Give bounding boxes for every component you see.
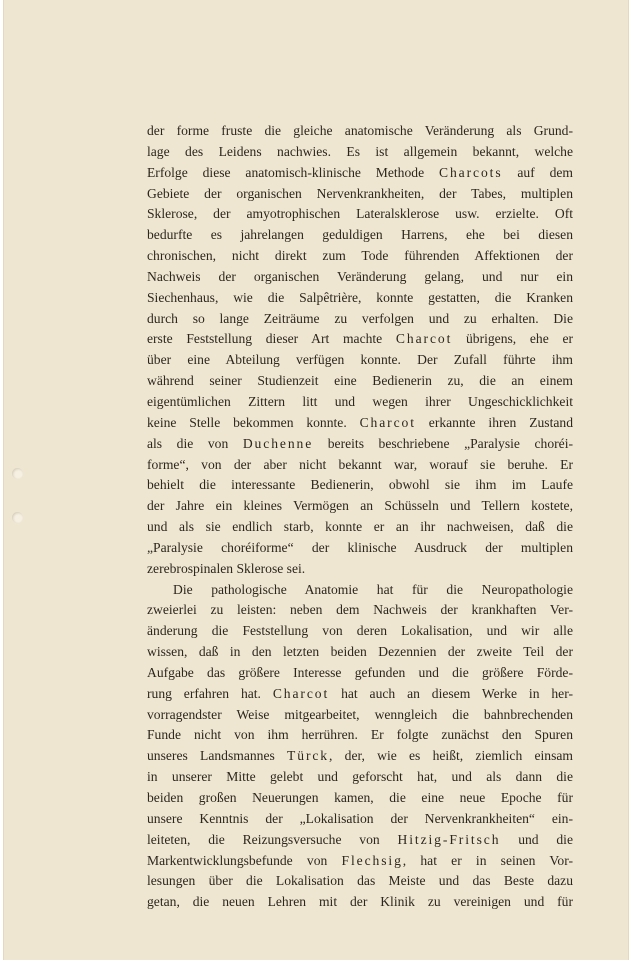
text-line: behielt die interessante Bedienerin, obwohl sie ihm im Laufe [147,477,573,493]
text-line: zerebrospinalen Sklerose sei. [147,560,306,576]
text-line: Funde nicht von ihm herrühren. Er folgte zunächst den Spuren [147,727,573,743]
spaced-name: Charcot [395,331,453,347]
page-punch-hole [12,512,23,523]
text-line: leiteten, die Reizungsversuche von Hitzig-Fritsch und die [147,831,573,847]
text-line: änderung die Feststellung von deren Lokalisation, und wir alle [147,623,573,639]
text-line: Die pathologische Anatomie hat für die Neuropathologie [173,581,573,597]
text-line: durch so lange Zeiträume zu verfolgen und zu erhalten. Die [147,310,573,326]
text-line: lage des Leidens nachwies. Es ist allgemein bekannt, welche [147,143,573,159]
text-line: Siechenhaus, wie die Salpêtrière, konnte gestatten, die Kranken [147,289,573,305]
spaced-name: Charcot [272,685,330,701]
text-line: chronischen, nicht direkt zum Tode führenden Affektionen der [147,248,573,264]
text-line: Aufgabe das größere Interesse gefunden und die größere Förde- [147,664,573,680]
text-line: Markentwicklungsbefunde von Flechsig, hat er in seinen Vor- [147,852,573,868]
text-line: forme“, von der aber nicht bekannt war, worauf sie beruhe. Er [147,456,573,472]
text-line: und als sie endlich starb, konnte er an ihr nachweisen, daß die [147,519,573,535]
text-line: in unserer Mitte gelebt und geforscht hat, und als dann die [147,769,573,785]
book-page [3,0,629,960]
spaced-name: Charcots [438,164,503,180]
spaced-name: Hitzig-Fritsch [397,831,501,847]
text-line: Sklerose, der amyotrophischen Lateralsklerose usw. erzielte. Oft [147,206,573,222]
text-line: eigentümlichen Zittern litt und wegen ihrer Ungeschicklichkeit [147,393,573,409]
text-line: bedurfte es jahrelangen geduldigen Harrens, ehe bei diesen [147,227,573,243]
text-line: keine Stelle bekommen konnte. Charcot erkannte ihren Zustand [147,414,573,430]
text-line: als die von Duchenne bereits beschriebene „Paralysie choréi- [147,435,573,451]
text-line: unsere Kenntnis der „Lokalisation der Nervenkrankheiten“ ein- [147,810,573,826]
text-line: rung erfahren hat. Charcot hat auch an diesem Werke in her- [147,685,573,701]
text-line: Gebiete der organischen Nervenkrankheiten, der Tabes, multiplen [147,185,573,201]
text-line: der Jahre ein kleines Vermögen an Schüsseln und Tellern kostete, [147,498,573,514]
text-line: erste Feststellung dieser Art machte Charcot übrigens, ehe er [147,331,573,347]
text-line: „Paralysie choréiforme“ der klinische Ausdruck der multiplen [147,539,573,555]
text-line: wissen, daß in den letzten beiden Dezennien der zweite Teil der [147,644,573,660]
text-line: vorragendster Weise mitgearbeitet, wenngleich die bahnbrechenden [147,706,573,722]
text-line: über eine Abteilung verfügen konnte. Der Zufall führte ihm [147,352,573,368]
page-punch-hole [12,468,23,479]
body-text [147,121,573,913]
spaced-name: Duchenne [242,435,314,451]
paragraph [147,580,573,914]
text-line: getan, die neuen Lehren mit der Klinik zu vereinigen und für [147,894,573,910]
text-line: lesungen über die Lokalisation das Meiste und das Beste dazu [147,873,573,889]
text-line: beiden großen Neuerungen kamen, die eine neue Epoche für [147,790,573,805]
text-line: Nachweis der organischen Veränderung gelang, und nur ein [147,268,573,284]
text-line: der forme fruste die gleiche anatomische Veränderung als Grund- [147,123,573,138]
text-line: während seiner Studienzeit eine Bedienerin zu, die an einem [147,373,573,389]
text-line: Erfolge diese anatomisch-klinische Methode Charcots auf dem [147,164,574,180]
text-line: unseres Landsmannes Türck, der, wie es heißt, ziemlich einsam [147,748,573,764]
spaced-name: Charcot [359,414,416,430]
spaced-name: Türck [287,748,330,764]
paragraph [147,121,573,580]
spaced-name: Flechsig [341,852,403,868]
text-line: zweierlei zu leisten: neben dem Nachweis der krankhaften Ver- [147,602,573,618]
